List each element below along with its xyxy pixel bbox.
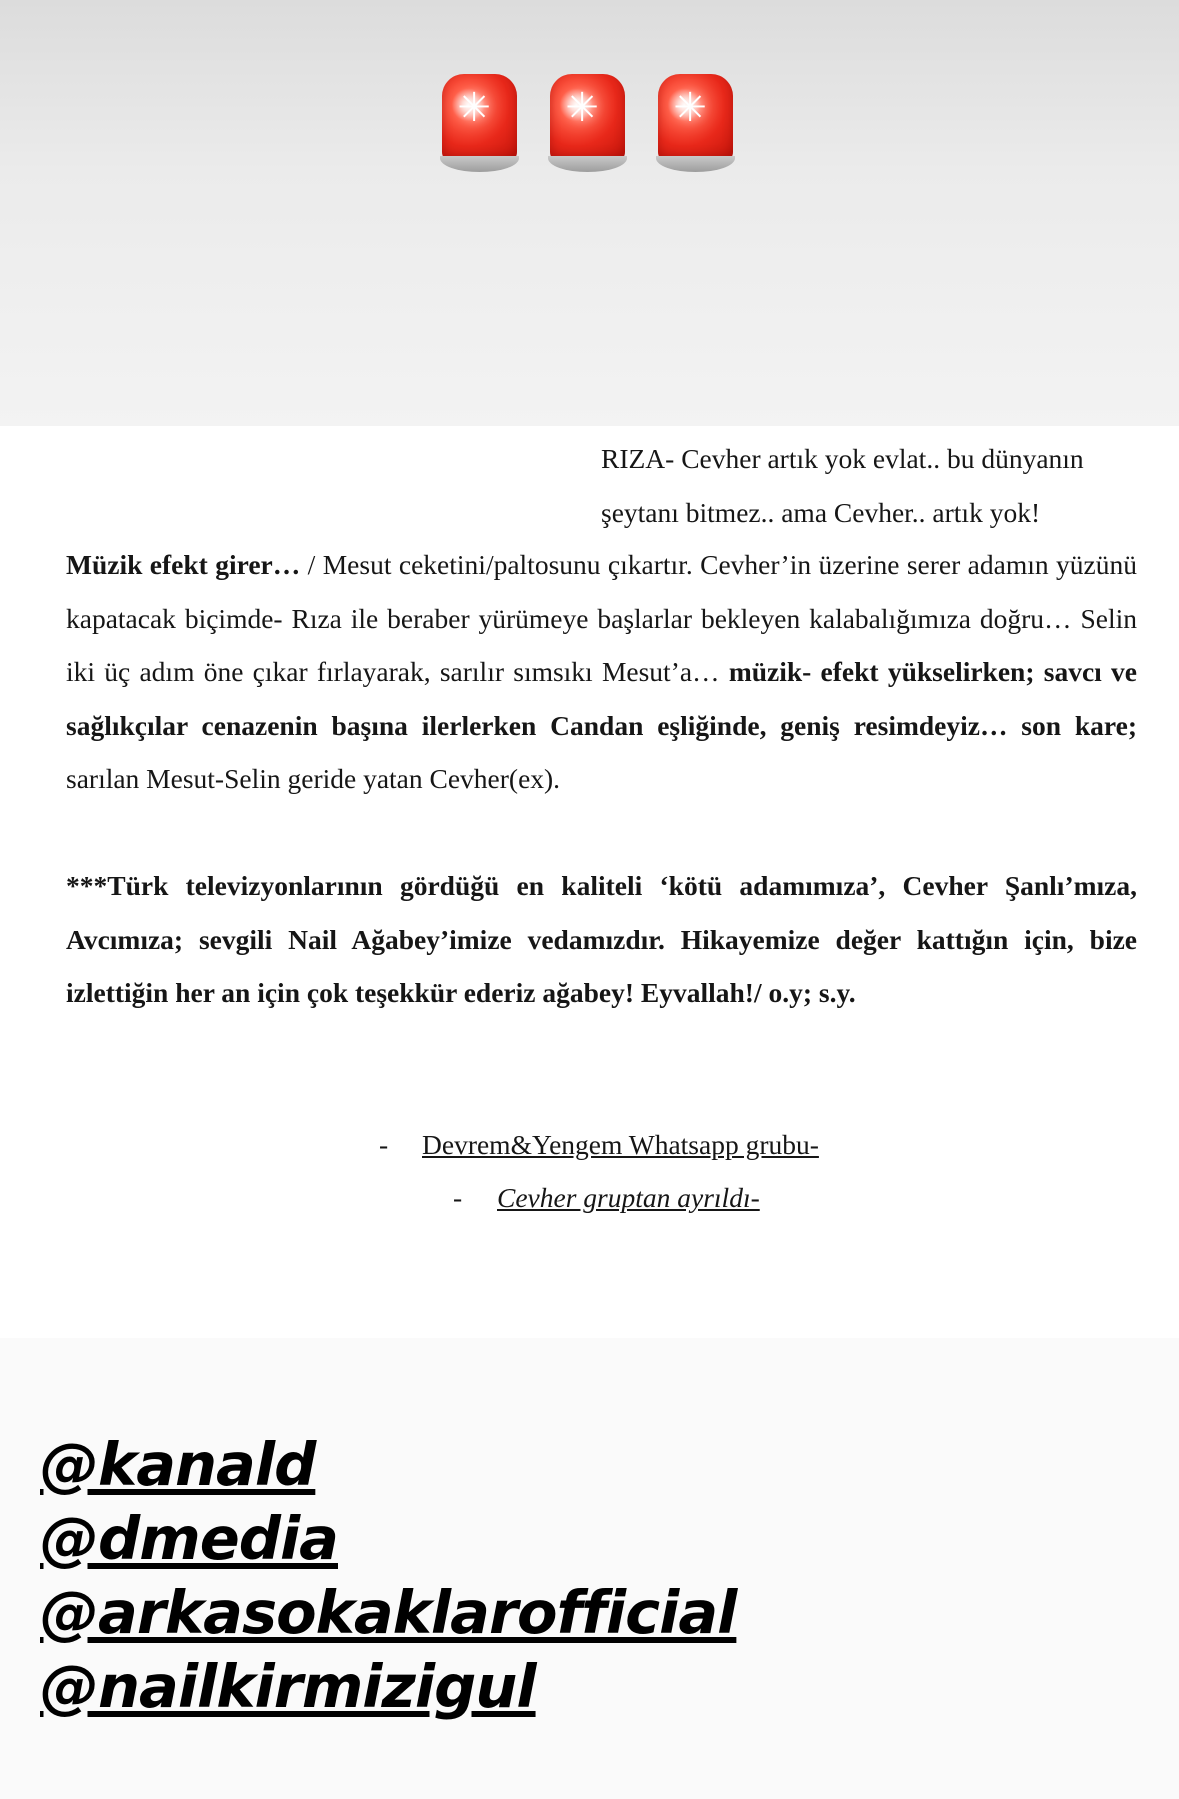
signature-block [0,1118,1179,1224]
bold-text: müzik- efekt yükselirken; savcı ve sağlıkçılar cenazenin başına ilerlerken Candan eşliğinde, geniş resimdeyiz… son kare; [66,656,1137,741]
mention-dmedia[interactable]: @dmedia [40,1504,338,1573]
mention-arkasokaklarofficial[interactable]: @arkasokaklarofficial [40,1578,737,1647]
bold-text: Müzik efekt girer… [66,549,301,580]
riza-dialogue [601,432,1141,539]
farewell-paragraph [66,859,1137,1020]
scene-paragraph [66,538,1137,806]
dash-bullet: - [379,1129,389,1160]
mention-nailkirmizigul[interactable]: @nailkirmizigul [40,1652,536,1721]
normal-text: / Mesut ceketini/paltosunu çıkartır. Cevher’in üzerine serer adamın yüzünü kapatacak biçimde- Rıza ile beraber yürümeye başlarlar bekleyen kalabalığımıza doğru… Selin iki üç adım öne çıkar fırlayarak, sarılır sımsıkı Mesut’a… [66,549,1137,687]
signature-line [0,1118,1179,1171]
police-car-light-icon: ✳ [656,70,735,176]
police-car-light-icon: ✳ [548,70,627,176]
siren-emoji-row [440,70,735,176]
script-document [0,426,1179,1338]
police-car-light-icon: ✳ [440,70,519,176]
mention-list [40,1428,736,1724]
normal-text: sarılan Mesut-Selin geride yatan Cevher(ex). [66,763,561,794]
dialogue-line: şeytanı bitmez.. ama Cevher.. artık yok! [601,496,1041,528]
document-body [66,538,1137,1020]
signature-text: Devrem&Yengem Whatsapp grubu- [422,1129,819,1160]
dialogue-line: RIZA- Cevher artık yok evlat.. bu dünyanın [601,443,1084,474]
dash-bullet: - [453,1182,463,1213]
signature-line [0,1171,1179,1224]
farewell-text: ***Türk televizyonlarının gördüğü en kaliteli ‘kötü adamımıza’, Cevher Şanlı’mıza, Avcımıza; sevgili Nail Ağabey’imize vedamızdır. Hikayemize değer kattığın için, bize izlettiğin her an için çok teşekkür ederiz ağabey! Eyvallah!/ o.y; s.y. [66,870,1137,1008]
mention-kanald[interactable]: @kanald [40,1430,316,1499]
signature-text: Cevher gruptan ayrıldı- [497,1182,760,1213]
story-header-area [0,0,1179,426]
